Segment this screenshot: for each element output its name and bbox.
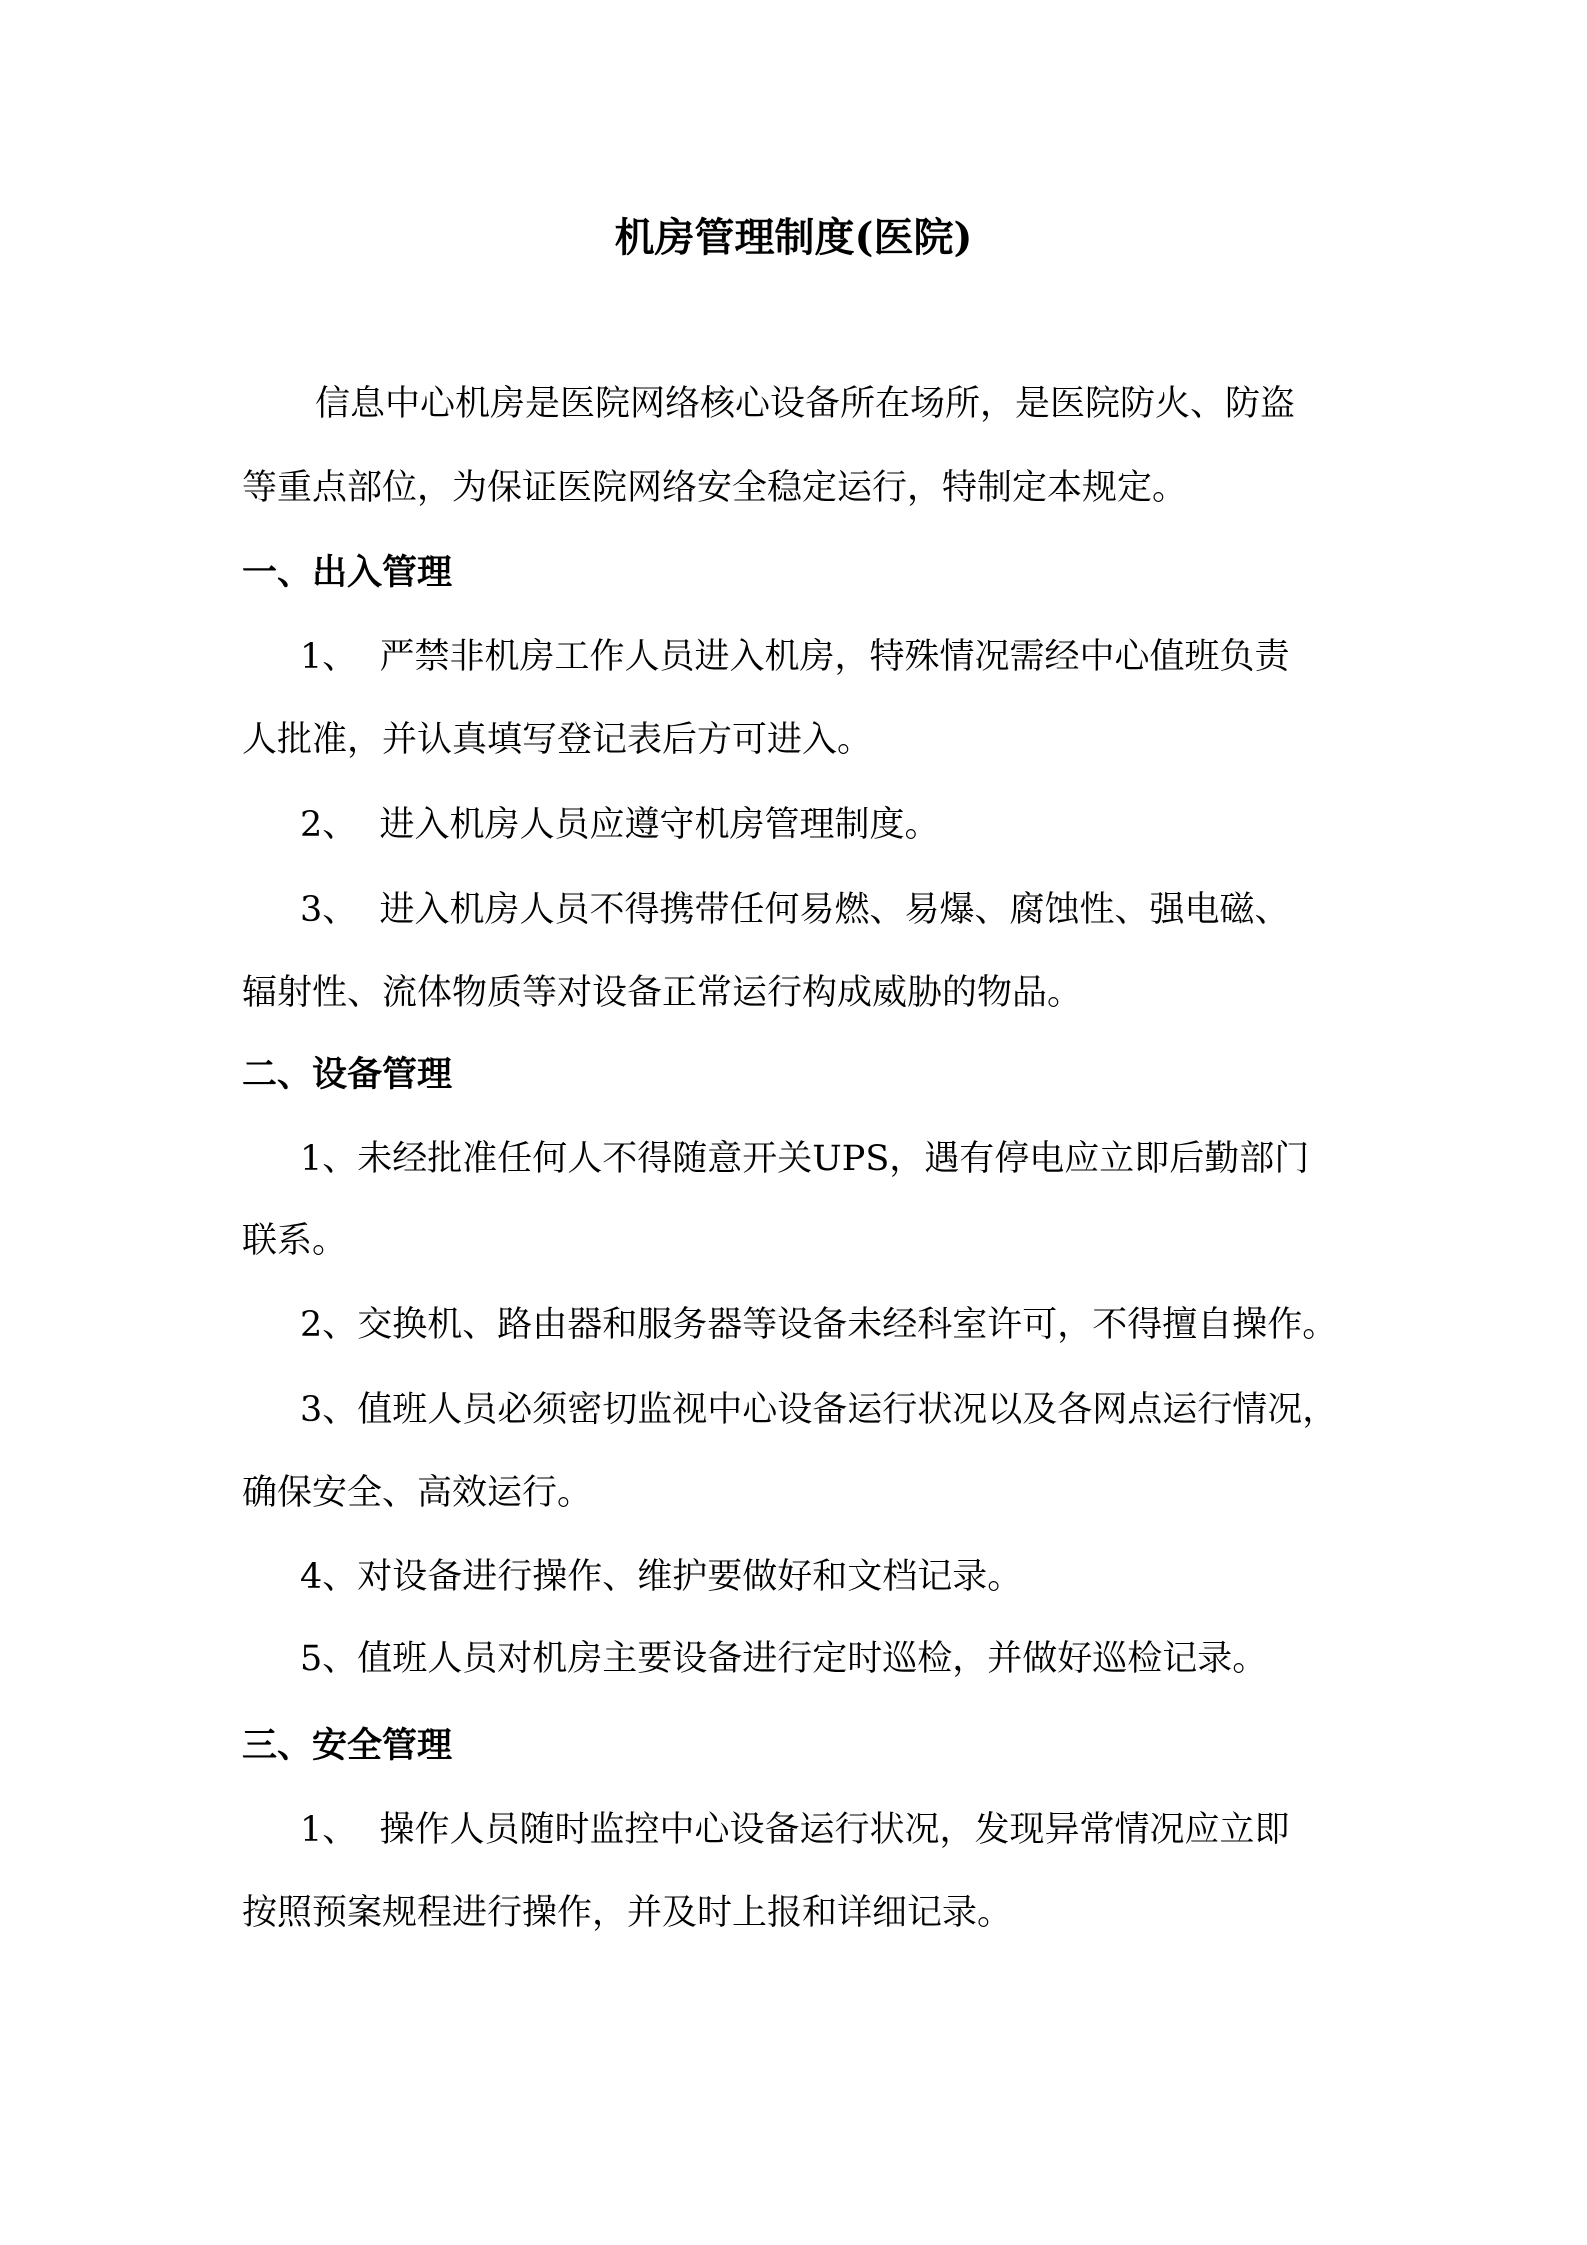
list-item-line: 按照预案规程进行操作，并及时上报和详细记录。 (242, 1893, 1013, 1933)
list-item-line: 3、值班人员必须密切监视中心设备运行状况以及各网点运行情况， (300, 1390, 1338, 1430)
section-heading: 三、安全管理 (242, 1725, 453, 1766)
section-heading: 一、出入管理 (242, 552, 453, 593)
section-heading: 二、设备管理 (242, 1054, 453, 1095)
list-item-line: 4、对设备进行操作、维护要做好和文档记录。 (300, 1557, 1023, 1597)
list-item-line: 5、值班人员对机房主要设备进行定时巡检，并做好巡检记录。 (300, 1639, 1268, 1679)
list-item-line: 1、 操作人员随时监控中心设备运行状况，发现异常情况应立即 (300, 1810, 1290, 1850)
list-item-line: 确保安全、高效运行。 (242, 1473, 593, 1513)
list-item-line: 人批准，并认真填写登记表后方可进入。 (242, 720, 873, 760)
intro-line: 信息中心机房是医院网络核心设备所在场所，是医院防火、防盗 (315, 384, 1296, 424)
list-item-line: 2、 进入机房人员应遵守机房管理制度。 (300, 805, 940, 845)
list-item-line: 辐射性、流体物质等对设备正常运行构成威胁的物品。 (242, 973, 1083, 1013)
list-item-line: 1、 严禁非机房工作人员进入机房，特殊情况需经中心值班负责 (300, 637, 1290, 677)
intro-line: 等重点部位，为保证医院网络安全稳定运行，特制定本规定。 (242, 468, 1188, 508)
list-item-line: 3、 进入机房人员不得携带任何易燃、易爆、腐蚀性、强电磁、 (300, 890, 1290, 930)
list-item-line: 2、交换机、路由器和服务器等设备未经科室许可，不得擅自操作。 (300, 1305, 1338, 1345)
document-title: 机房管理制度(医院) (614, 214, 973, 261)
list-item-line: 1、未经批准任何人不得随意开关UPS，遇有停电应立即后勤部门 (300, 1139, 1310, 1179)
list-item-line: 联系。 (242, 1221, 348, 1261)
